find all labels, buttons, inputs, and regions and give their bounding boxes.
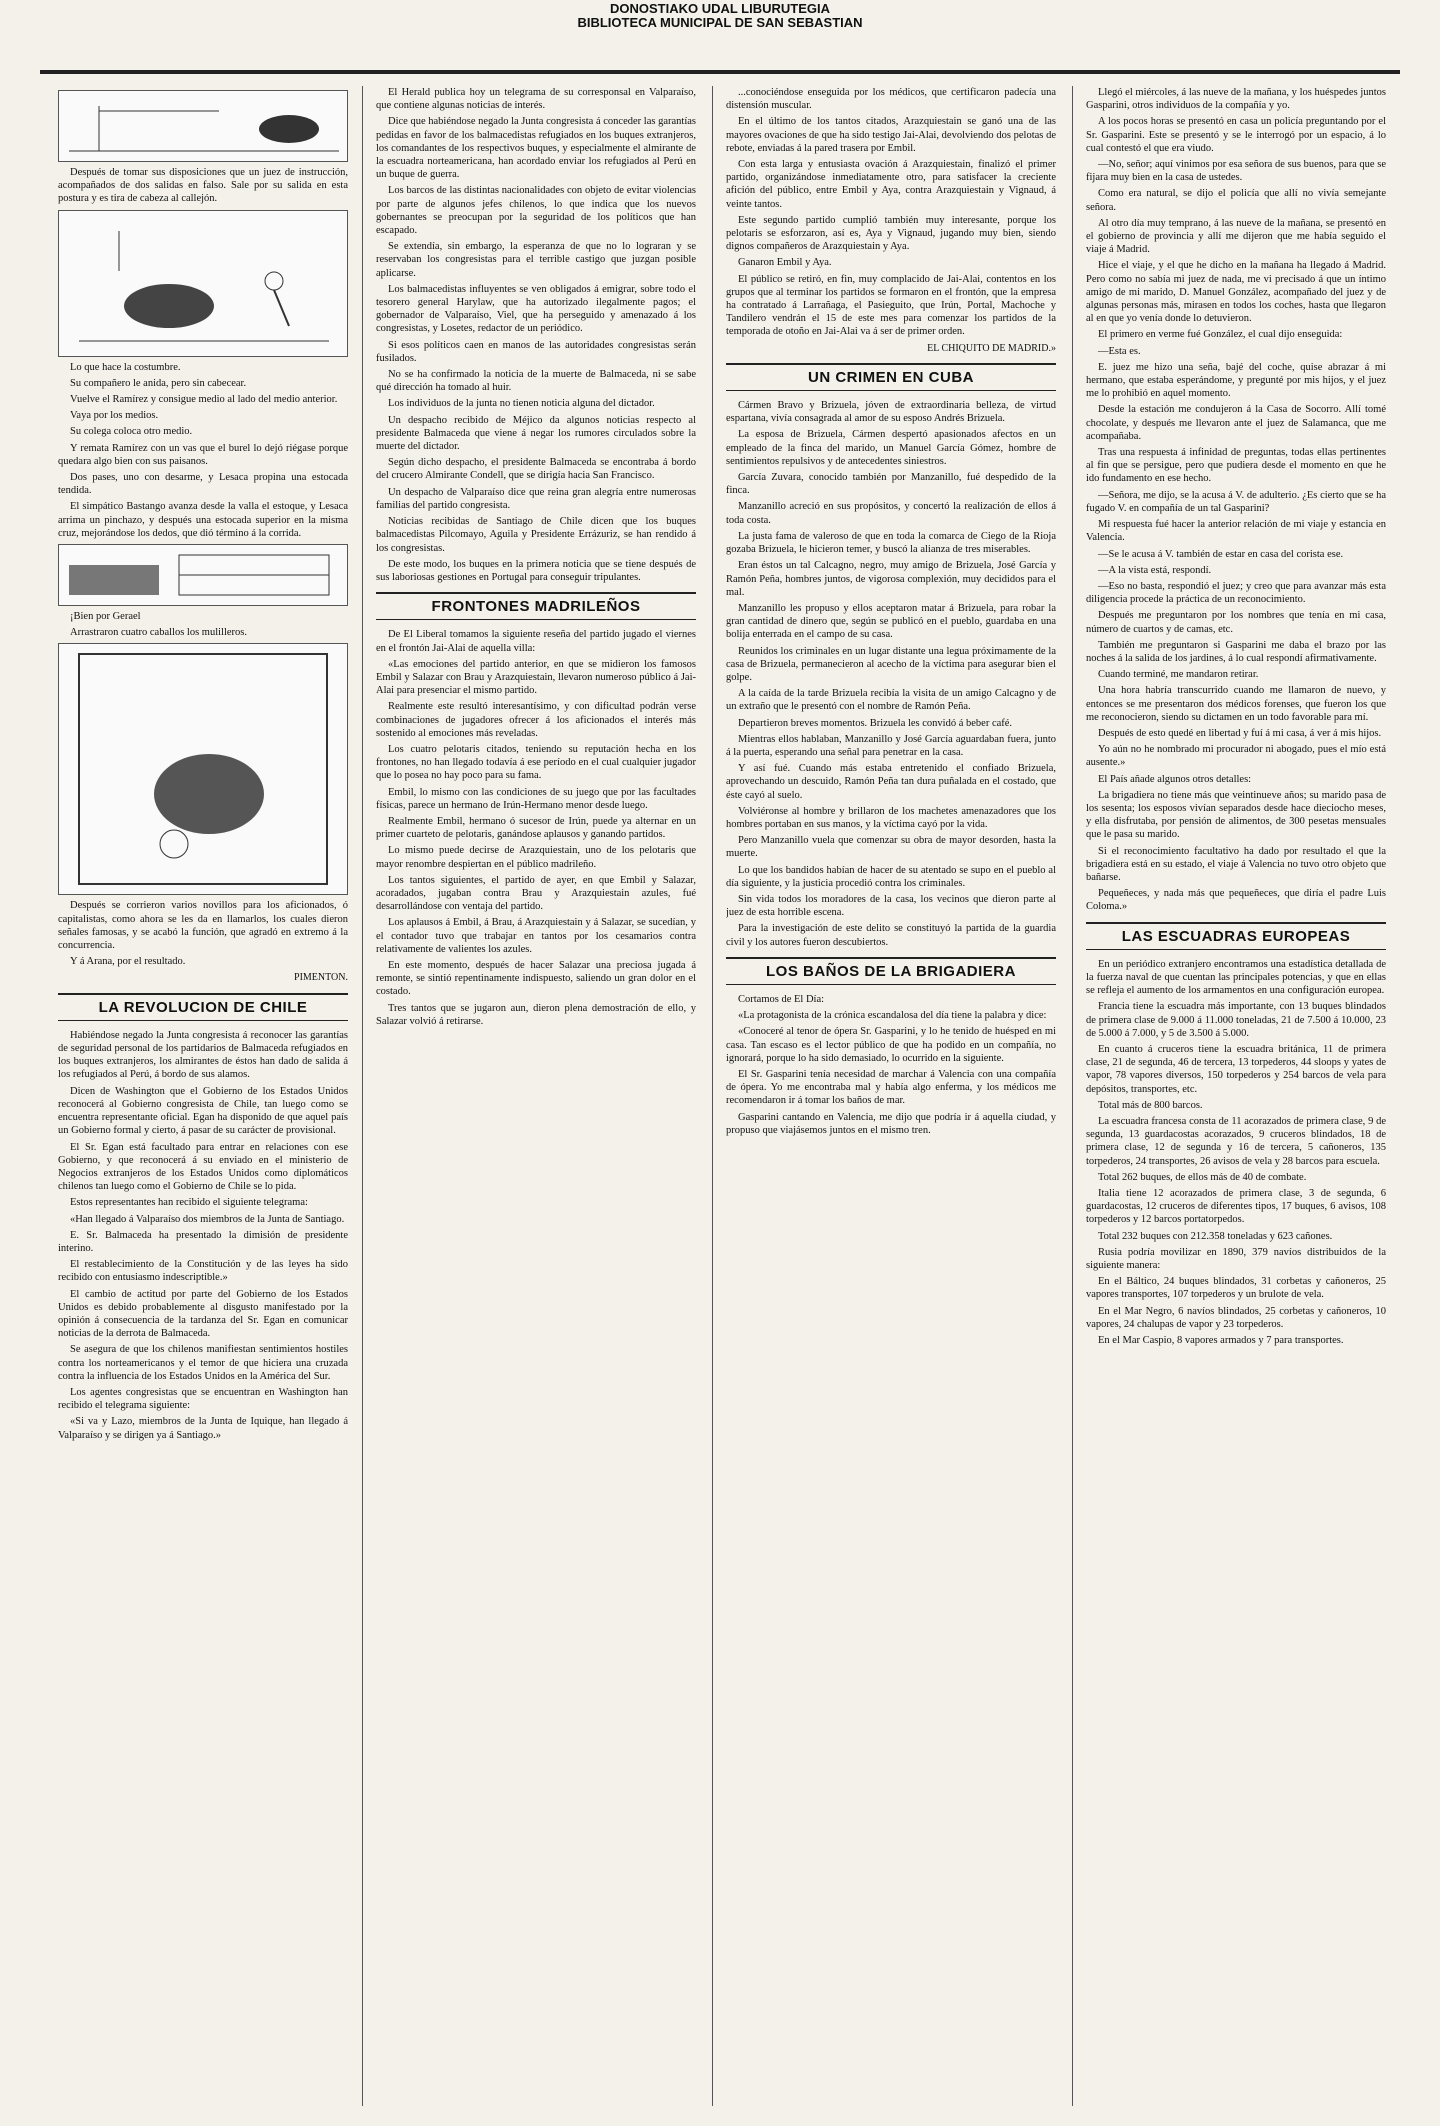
illustration-bull-ring (58, 643, 348, 895)
paragraph: Yo aún no he nombrado mi procurador ni abogado, pues el mío está ausente.» (1086, 744, 1386, 769)
paragraph: Los tantos siguientes, el partido de ayer, en que Embil y Salazar, acoradados, jugaban contra Brau y Arazquiestain azules, fué desarrollándose con ventaja del partido. (376, 874, 696, 913)
paragraph: En el último de los tantos citados, Arazquiestain se ganó una de las mayores ovaciones de que ha sido testigo Jai-Alai, devolviendo dos pelotas de rebote, enviadas á la pared trasera por Embil. (726, 116, 1056, 154)
paragraph: Se asegura de que los chilenos manifiestan sentimientos hostiles contra los norteamericanos y el temor de que hiciera una cruzada contra la influencia de los Estados Unidos en la América del Sur. (58, 1344, 348, 1382)
paragraph: En el Báltico, 24 buques blindados, 31 corbetas y cañoneros, 25 vapores transportes, 107 torpederos y un brulote de vela. (1086, 1276, 1386, 1301)
paragraph: Con esta larga y entusiasta ovación á Arazquiestain, finalizó el primer partido, organizándose inmediatamente otro, para satisfacer la creciente afición del público, entre Embil y Aya, contra Arazquiestain y Vignaud, á veinte tantos. (726, 159, 1056, 210)
masthead-line-1: DONOSTIAKO UDAL LIBURUTEGIA (609, 1, 831, 16)
paragraph: «La protagonista de la crónica escandalosa del día tiene la palabra y dice: (738, 1010, 1047, 1022)
paragraph: García Zuvara, conocido también por Manzanillo, fué despedido de la finca. (726, 472, 1056, 497)
paragraph: El Sr. Gasparini tenía necesidad de marchar á Valencia con una compañía de ópera. Yo me encontraba mal y había algo enferma, y los médicos me recomendaron ir á tomar los baños de mar. (726, 1069, 1056, 1107)
paragraph: Si el reconocimiento facultativo ha dado por resultado el que la brigadiera está en su estado, el viaje á Valencia no tuvo otro objeto que bañarse. (1086, 845, 1386, 883)
paragraph: En el Mar Caspio, 8 vapores armados y 7 para transportes. (1098, 1335, 1344, 1347)
paragraph: En este momento, después de hacer Salazar una preciosa jugada á remonte, se sintió repentinamente indispuesto, saliendo un gran dolor en el costado. (376, 959, 696, 998)
paragraph: Dice que habiéndose negado la Junta congresista á conceder las garantías pedidas en favor de los balmacedistas refugiados en los buques extranjeros, los comandantes de los respectivos buques, y especialmente el almirante de la escuadra norteamericana, han acordado enviar los refugiados al Perú en un buque de guerra. (376, 116, 696, 181)
paragraph: Dos pases, uno con desarme, y Lesaca propina una estocada tendida. (58, 472, 348, 497)
paragraph: Una hora habría transcurrido cuando me llamaron de nuevo, y entonces se me presentaron dos médicos forenses, que fueron los que me reconocieron, siendo su dictamen en un todo favorable para mí. (1086, 685, 1386, 723)
paragraph: Gasparini cantando en Valencia, me dijo que podría ir á aquella ciudad, y propuso que viajásemos juntos en el mismo tren. (726, 1111, 1056, 1136)
paragraph: Los cuatro pelotaris citados, teniendo su reputación hecha en los frontones, no han llegado todavía á ese período en el cual cualquier jugador que lo posea no hay poco para su fama. (376, 743, 696, 782)
paragraph: Su compañero le anida, pero sin cabecear. (70, 377, 247, 389)
paragraph: Ganaron Embil y Aya. (738, 257, 832, 269)
paragraph: A la caída de la tarde Brizuela recibía la visita de un amigo Calcagno y de un extraño que le presentó con el nombre de Ramón Peña. (726, 688, 1056, 713)
paragraph: «Han llegado á Valparaíso dos miembros de la Junta de Santiago. (70, 1213, 345, 1225)
section-heading: LOS BAÑOS DE LA BRIGADIERA (726, 957, 1056, 985)
paragraph: Vaya por los medios. (70, 410, 159, 422)
paragraph: Un despacho de Valparaíso dice que reina gran alegría entre numerosas familias del partido congresista. (376, 486, 696, 511)
illustration-bull-1 (58, 90, 348, 162)
signature: PIMENTON. (294, 972, 348, 984)
paragraph: Después de tomar sus disposiciones que un juez de instrucción, acompañados de dos salidas en falso. Sale por su salida en esta postura y es tira de cabeza al callejón. (58, 167, 348, 205)
paragraph: Italia tiene 12 acorazados de primera clase, 3 de segunda, 6 guardacostas, 12 cruceros de diferentes tipos, 17 buques, 6 avisos, 108 torpederos y 12 barcos portatorpedos. (1086, 1188, 1386, 1226)
paragraph: Desde la estación me condujeron á la Casa de Socorro. Allí tomé chocolate, y después me llevaron ante el juez de Salamanca, que me acompañaba. (1086, 404, 1386, 442)
paragraph: Este segundo partido cumplió también muy interesante, porque los pelotaris se esforzaron, así es, Aya y Vignaud, jugando muy bien, siendo dignos compañeros de Arazquiestain y Aya. (726, 214, 1056, 253)
paragraph: Un despacho recibido de Méjico da algunos noticias respecto al presidente Balmaceda que viene á negar los rumores circulados sobre la muerte del dictador. (376, 414, 696, 453)
paragraph: Reunidos los criminales en un lugar distante una legua próximamente de la casa de Brizuela, permanecieron al acecho de la víctima para asegurar bien el golpe. (726, 645, 1056, 683)
paragraph: Y remata Ramírez con un vas que el burel lo dejó riégase porque quedara algo bien con sus paisanos. (58, 442, 348, 467)
paragraph: Y á Arana, por el resultado. (70, 956, 186, 968)
paragraph: No se ha confirmado la noticia de la muerte de Balmaceda, ni se sabe qué dirección ha tomado al huir. (376, 369, 696, 394)
paragraph: El Sr. Egan está facultado para entrar en relaciones con ese Gobierno, y que reconocerá á su enviado en el ministerio de Negocios extranjeros de los Estados Unidos como diplomáticos chilenos tan luego como el Gobierno de Chile se lo pida. (58, 1141, 348, 1193)
top-rule (40, 70, 1400, 74)
section-heading: UN CRIMEN EN CUBA (726, 363, 1056, 391)
paragraph: Los agentes congresistas que se encuentran en Washington han recibido el telegrama siguiente: (58, 1386, 348, 1412)
paragraph: Realmente Embil, hermano ó sucesor de Irún, puede ya alternar en un primer cuarteto de pelotaris, ganándose aplausos y ganando partidos. (376, 815, 696, 841)
paragraph: Volviéronse al hombre y brillaron de los machetes amenazadores que los hombres portaban en sus manos, y la víctima cayó por la vida. (726, 805, 1056, 830)
paragraph: Lo que los bandidos habían de hacer de su atentado se supo en el pueblo al día siguiente, y la justicia procedió contra los criminales. (726, 864, 1056, 889)
column-separator (1072, 86, 1073, 2106)
section-heading: LA REVOLUCION DE CHILE (58, 993, 348, 1021)
paragraph: «Las emociones del partido anterior, en que se midieron los famosos Embil y Salazar con Brau y Arazquiestain, llevaron numeroso público á Jai-Alai para presenciar el mismo partido. (376, 658, 696, 697)
column-1 (58, 86, 348, 2106)
paragraph: Lo mismo puede decirse de Arazquiestain, uno de los pelotaris que mayor renombre despiertan en el público madrileño. (376, 845, 696, 870)
paragraph: Francia tiene la escuadra más importante, con 13 buques blindados de primera clase de 9.000 á 11.000 toneladas, 21 de 7.500 á 10.000, 23 de 5.000 á 7.000, y 5 de 3.500 á 5.000. (1086, 1001, 1386, 1039)
paragraph: Arrastraron cuatro caballos los mulilleros. (70, 627, 247, 639)
paragraph: Rusia podría movilizar en 1890, 379 navíos distribuidos de la siguiente manera: (1086, 1246, 1386, 1272)
paragraph: Realmente este resultó interesantísimo, y con dificultad podrán verse combinaciones de jugadores ofrecer á los aficionados el interés más sostenido al emociones más reveladas. (376, 701, 696, 739)
paragraph: Eran éstos un tal Calcagno, negro, muy amigo de Brizuela, José García y Ramón Peña, hombres juntos, de vigorosa complexión, muy decididos para el mal. (726, 560, 1056, 598)
column-2 (376, 86, 696, 2106)
illustration-corrals (58, 544, 348, 606)
paragraph: La justa fama de valeroso de que en toda la comarca de Ciego de la Rioja gozaba Brizuela, le hicieron temer, y buscó la alianza de tres miserables. (726, 530, 1056, 556)
paragraph: En el Mar Negro, 6 navíos blindados, 25 corbetas y cañoneros, 10 vapores, 24 chalupas de vapor y 23 torpederos. (1086, 1305, 1386, 1330)
paragraph: Cuando terminé, me mandaron retirar. (1098, 669, 1259, 681)
paragraph: Mi respuesta fué hacer la anterior relación de mi viaje y estancia en Valencia. (1086, 519, 1386, 544)
paragraph: El primero en verme fué González, el cual dijo enseguida: (1098, 329, 1343, 341)
column-4 (1086, 86, 1386, 2106)
paragraph: Total 262 buques, de ellos más de 40 de combate. (1098, 1171, 1307, 1183)
paragraph: —Se le acusa á V. también de estar en casa del corista ese. (1098, 548, 1344, 560)
paragraph: El Herald publica hoy un telegrama de su corresponsal en Valparaíso, que contiene algunas noticias de interés. (376, 87, 696, 112)
paragraph: También me preguntaron si Gasparini me daba el brazo por las noches á la salida de los jardines, á lo cual respondí afirmativamente. (1086, 639, 1386, 664)
paragraph: Cármen Bravo y Brizuela, jóven de extraordinaria belleza, de virtud espartana, vivía consagrada al amor de su esposo Andrés Brizuela. (726, 400, 1056, 425)
paragraph: Tres tantos que se jugaron aun, dieron plena demostración de ello, y Salazar volvió á retirarse. (376, 1002, 696, 1027)
paragraph: Después me preguntaron por los nombres que tenía en mi casa, número de cuartos y de camas, etc. (1086, 610, 1386, 635)
paragraph: E. juez me hizo una seña, bajé del coche, quise abrazar á mi hermano, que estaba esperándome, y pregunté por mis hijos, y el juez me lo prohibió en aquel momento. (1086, 361, 1386, 400)
paragraph: —A la vista está, respondí. (1098, 564, 1212, 576)
paragraph: Tras una respuesta á infinidad de preguntas, todas ellas pertinentes al fin que se persigue, pero que pudiera desde el momento en que he ido fundamento en ese hecho. (1086, 447, 1386, 485)
paragraph: Los balmacedistas influyentes se ven obligados á emigrar, sobre todo el tesorero general Harylaw, que ha autorizado ilegalmente pagos; el gobernador de Valparaíso, Viel, que ha perseguido y amenazado á los congresistas, y Losetes, redactor de un periódico. (376, 283, 696, 335)
paragraph: Total 232 buques con 212.358 toneladas y 623 cañones. (1098, 1230, 1333, 1242)
paragraph: La brigadiera no tiene más que veintinueve años; su marido pasa de los sesenta; los esposos vivían separados desde hace dieciocho meses, y ella disfrutaba, por pensión de alimentos, de 300 pesetas mensuales que le pasa su marido. (1086, 789, 1386, 841)
paragraph: «Si va y Lazo, miembros de la Junta de Iquique, han llegado á Valparaíso y se dirigen ya á Santiago.» (58, 1416, 348, 1441)
paragraph: Los individuos de la junta no tienen noticia alguna del dictador. (388, 398, 655, 410)
paragraph: La esposa de Brizuela, Cármen despertó apasionados afectos en un empleado de la finca del marido, un Manuel García Gómez, hombre de sentimientos repulsivos y de antecedentes siniestros. (726, 429, 1056, 467)
paragraph: Cortamos de El Día: (738, 993, 825, 1005)
paragraph: Habiéndose negado la Junta congresista á reconocer las garantías de seguridad personal de los partidarios de Balmaceda refugiados en los buques extranjeros, los almirantes de éstos han dado de salida á los refugiados al Perú, á bordo de sus alamos. (58, 1029, 348, 1081)
column-3 (726, 86, 1056, 2106)
paragraph: En un periódico extranjero encontramos una estadística detallada de la fuerza naval de que cuentan las principales potencias, y que en ellas se refleja el aumento de los armamentos en una configuración europea. (1086, 958, 1386, 997)
paragraph: ¡Bien por Gerael (70, 611, 141, 623)
paragraph: El restablecimiento de la Constitución y de las leyes ha sido recibido con entusiasmo indescriptible.» (58, 1259, 348, 1284)
paragraph: Después de esto quedé en libertad y fuí á mi casa, á ver á mis hijos. (1098, 727, 1382, 739)
section-heading: LAS ESCUADRAS EUROPEAS (1086, 922, 1386, 950)
paragraph: Total más de 800 barcos. (1098, 1099, 1203, 1111)
paragraph: —Esta es. (1098, 345, 1141, 357)
paragraph: Sin vida todos los moradores de la casa, los vecinos que dieron parte al juez de esta horrible escena. (726, 893, 1056, 919)
paragraph: Manzanillo acreció en sus propósitos, y concertó la realización de ellos á toda costa. (726, 501, 1056, 526)
paragraph: Como era natural, se dijo el policía que allí no vivía semejante señora. (1086, 188, 1386, 213)
paragraph: De este modo, los buques en la primera noticia que se tiene después de sus laboriosas gestiones en Portugal para conseguir tripulantes. (376, 558, 696, 583)
illustration-bullfight-2 (58, 210, 348, 357)
paragraph: A los pocos horas se presentó en casa un policía preguntando por el Sr. Gasparini. Este se presentó y se le interrogó por un espacio, á lo cual contestó el que era viudo. (1086, 116, 1386, 154)
paragraph: Se extendía, sin embargo, la esperanza de que no lo lograran y se reservaban los congresistas para el terrible castigo que juzgan posible aplicarse. (376, 241, 696, 279)
paragraph: Estos representantes han recibido el siguiente telegrama: (70, 1197, 308, 1209)
paragraph: En cuanto á cruceros tiene la escuadra británica, 11 de primera clase, 21 de segunda, 46 de tercera, 13 torpederos, 44 sloops y yates de vapor, 78 vapores diversos, 150 torpederos y 254 barcos de vela para depósitos, transportes, etc. (1086, 1044, 1386, 1095)
paragraph: Lo que hace la costumbre. (70, 361, 181, 373)
paragraph: Su colega coloca otro medio. (70, 426, 193, 438)
paragraph: Noticias recibidas de Santiago de Chile dicen que los buques balmacedistas Pilcomayo, Aguila y Presidente Errázuriz, se han rendido á los congresistas. (376, 516, 696, 554)
paragraph: Al otro día muy temprano, á las nueve de la mañana, se presentó en el gobierno de provincia y allí me dijeron que me había seguido el viaje á Madrid. (1086, 217, 1386, 256)
column-separator (362, 86, 363, 2106)
paragraph: Departieron breves momentos. Brizuela les convidó á beber café. (738, 717, 1013, 729)
signature: EL CHIQUITO DE MADRID.» (927, 342, 1056, 354)
paragraph: Pequeñeces, y nada más que pequeñeces, que diría el padre Luis Coloma.» (1086, 888, 1386, 913)
paragraph: Los aplausos á Embil, á Brau, á Arazquiestain y á Salazar, se sucedían, y el contador tuvo que trabajar en tantos por los cesamarios contra relativamente de valientes los azules. (376, 917, 696, 955)
paragraph: —No, señor; aquí vinimos por esa señora de sus buenos, para que se fijara muy bien en la casa de ustedes. (1086, 159, 1386, 184)
paragraph: La escuadra francesa consta de 11 acorazados de primera clase, 9 de segunda, 13 guardacostas acorazados, 9 cruceros blindados, 18 de primera clase, 12 de segunda y 16 de tercera, 5 cañoneros, 135 torpederos, 24 transportes, 26 avisos de vela y 28 barcos para escuela. (1086, 1116, 1386, 1167)
paragraph: Y así fué. Cuando más estaba entretenido el confiado Brizuela, aprovechando un descuido, Ramón Peña tan dura puñalada en el costado, que éste cayó al suelo. (726, 763, 1056, 801)
paragraph: El País añade algunos otros detalles: (1098, 773, 1252, 785)
paragraph: «Conoceré al tenor de ópera Sr. Gasparini, y lo he tenido de huésped en mi casa. Tan escaso es el lector público de que ha podido en un compañía, no ignorará, porque lo ha sido demasiado, lo ocurrido en la siguiente. (726, 1026, 1056, 1064)
paragraph: De El Liberal tomamos la siguiente reseña del partido jugado el viernes en el frontón Jai-Alai de aquella villa: (376, 629, 696, 654)
section-heading: FRONTONES MADRILEÑOS (376, 592, 696, 620)
paragraph: Mientras ellos hablaban, Manzanillo y José García aguardaban fuera, junto á la puerta, esperando una señal para penetrar en la casa. (726, 733, 1056, 758)
paragraph: Dicen de Washington que el Gobierno de los Estados Unidos reconocerá al Gobierno congresista de Chile, tan luego como se encuentra representante oficial. Egan ha disponido de que aquel país un Gobierno formal y cierto, á pasar de su carácter de provisional. (58, 1085, 348, 1137)
paragraph: Para la investigación de este delito se constituyó la partida de la guardia civil y los autores fueron descubiertos. (726, 923, 1056, 948)
paragraph: Según dicho despacho, el presidente Balmaceda se encontraba á bordo del crucero Almirante Condell, que se dirigía hacia San Francisco. (376, 457, 696, 482)
paragraph: —Eso no basta, respondió el juez; y creo que para avanzar más esta diligencia procede la práctica de un reconocimiento. (1086, 580, 1386, 606)
masthead (0, 0, 1440, 30)
paragraph: El cambio de actitud por parte del Gobierno de los Estados Unidos es debido probablemente al disgusto manifestado por la opinión á consecuencia de la tardanza del Sr. Egan en comunicar noticias de la derrota de Balmaceda. (58, 1288, 348, 1340)
paragraph: Después se corrieron varios novillos para los aficionados, ó capitalistas, como ahora se les da en llamarlos, los cuales dieron señales famosas, y se acabó la función, que agradó en extremo á la concurrencia. (58, 900, 348, 952)
paragraph: Embil, lo mismo con las condiciones de su juego que por las facultades físicas, parece un hermano de Irún-Hermano menor desde luego. (376, 786, 696, 811)
paragraph: Pero Manzanillo vuela que comenzar su obra de mayor desorden, hasta la muerte. (726, 835, 1056, 860)
paragraph: ...conociéndose enseguida por los médicos, que certificaron padecía una distensión muscular. (726, 87, 1056, 112)
masthead-line-2: BIBLIOTECA MUNICIPAL DE SAN SEBASTIAN (577, 15, 863, 30)
column-separator (712, 86, 713, 2106)
paragraph: El simpático Bastango avanza desde la valla el estoque, y Lesaca arrima un pinchazo, y después una estocada superior en la misma cruz, mejorándose los dedos, que dió término á la corrida. (58, 501, 348, 539)
paragraph: Vuelve el Ramírez y consigue medio al lado del medio anterior. (70, 394, 338, 406)
paragraph: E. Sr. Balmaceda ha presentado la dimisión de presidente interino. (58, 1229, 348, 1254)
paragraph: Manzanillo les propuso y ellos aceptaron matar á Brizuela, para robar la gran cantidad de dinero que, según se publicó en el pueblo, guardaba en una bolija enterrada en el campo de su casa. (726, 602, 1056, 641)
paragraph: —Señora, me dijo, se la acusa á V. de adulterio. ¿Es cierto que se ha fugado V. en compañía de un tal Gasparini? (1086, 489, 1386, 514)
paragraph: Hice el viaje, y el que he dicho en la mañana ha llegado á Madrid. Pero como no sabía mi juez de nada, me vi precisado á que un íntimo amigo de mi marido, D. Manuel González, acompañado del juez y de algunas personas más, mirasen en todos los coches, hasta que llegaron al en que yo venía donde lo detuvieron. (1086, 260, 1386, 325)
paragraph: Los barcos de las distintas nacionalidades con objeto de evitar violencias por parte de algunos jefes chilenos, lo que indica que los nuevos gobernantes se preocupan por la seguridad de los políticos que han escapado. (376, 185, 696, 237)
paragraph: Llegó el miércoles, á las nueve de la mañana, y los huéspedes juntos Gasparini, otros individuos de la compañía y yo. (1086, 87, 1386, 112)
paragraph: El público se retiró, en fin, muy complacido de Jai-Alai, contentos en los grupos que al terminar los partidos se formaron en el frontón, que la empresa ha contratado á Larrañaga, el Pasieguito, que Irún, Portal, Machoche y Tandilero vendrán el 15 de este mes para comenzar los partidos de la temporada de otoño en Jai-Alai va á ser de primer orden. (726, 273, 1056, 338)
paragraph: Si esos políticos caen en manos de las autoridades congresistas serán fusilados. (376, 339, 696, 364)
